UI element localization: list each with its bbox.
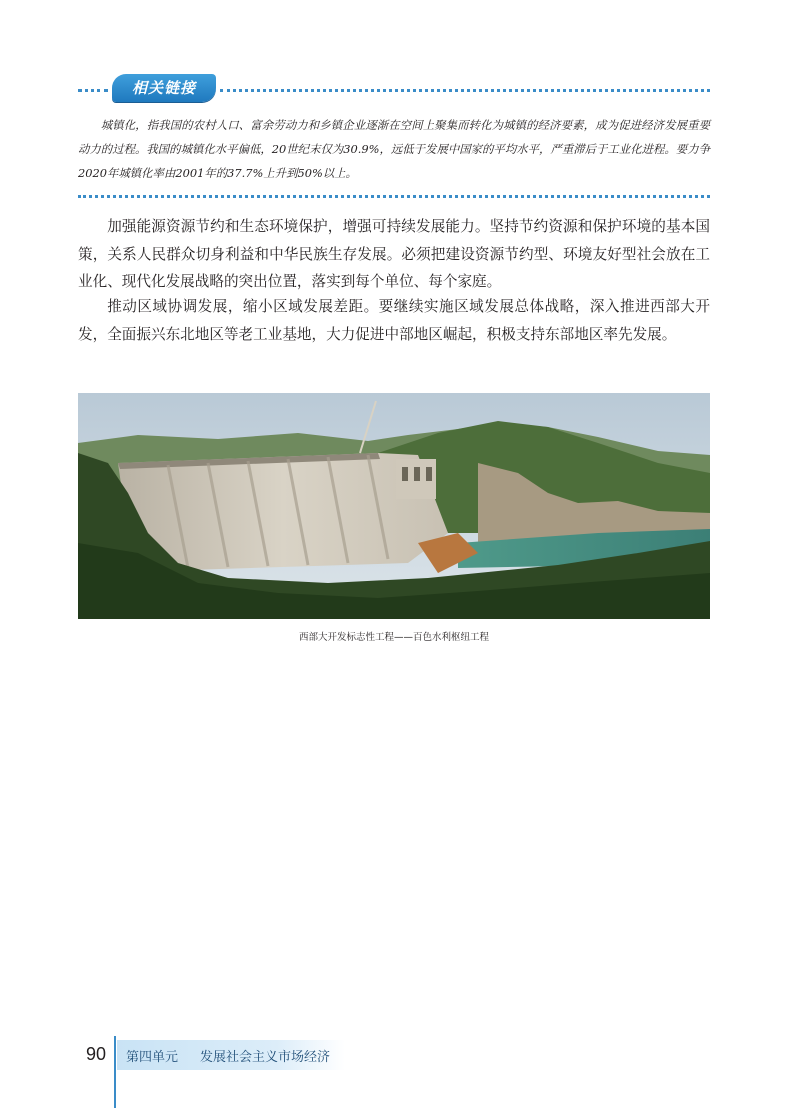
dotted-divider-bottom — [78, 195, 710, 198]
dotted-divider-top-left — [78, 89, 108, 92]
related-link-badge: 相关链接 — [112, 74, 216, 102]
footer-unit-label: 第四单元 — [126, 1050, 179, 1065]
page-number: 90 — [86, 1044, 107, 1064]
figure-caption: 西部大开发标志性工程——百色水利枢纽工程 — [298, 632, 489, 643]
footer-vertical-rule — [114, 1036, 116, 1108]
dam-photo — [78, 393, 710, 619]
footer-unit-title: 发展社会主义市场经济 — [200, 1050, 331, 1065]
related-link-text: 城镇化，指我国的农村人口、富余劳动力和乡镇企业逐渐在空间上聚集而转化为城镇的经济要素，成为促进经济发展重要动力的过程。我国的城镇化水平偏低，20世纪末仅为30.9%，远低于发展中国家的平均水平，严重滞后于工业化进程。要力争2020年城镇化率由2001年的37.7%上升到50%以上。 — [78, 118, 710, 180]
dotted-divider-top-right — [220, 89, 710, 92]
body-paragraph-1: 加强能源资源节约和生态环境保护，增强可持续发展能力。坚持节约资源和保护环境的基本国策，关系人民群众切身利益和中华民族生存发展。必须把建设资源节约型、环境友好型社会放在工业化、现代化发展战略的突出位置，落实到每个单位、每个家庭。 — [78, 218, 710, 290]
body-paragraph-2: 推动区域协调发展，缩小区域发展差距。要继续实施区域发展总体战略，深入推进西部大开发，全面振兴东北地区等老工业基地，大力促进中部地区崛起，积极支持东部地区率先发展。 — [78, 298, 710, 343]
